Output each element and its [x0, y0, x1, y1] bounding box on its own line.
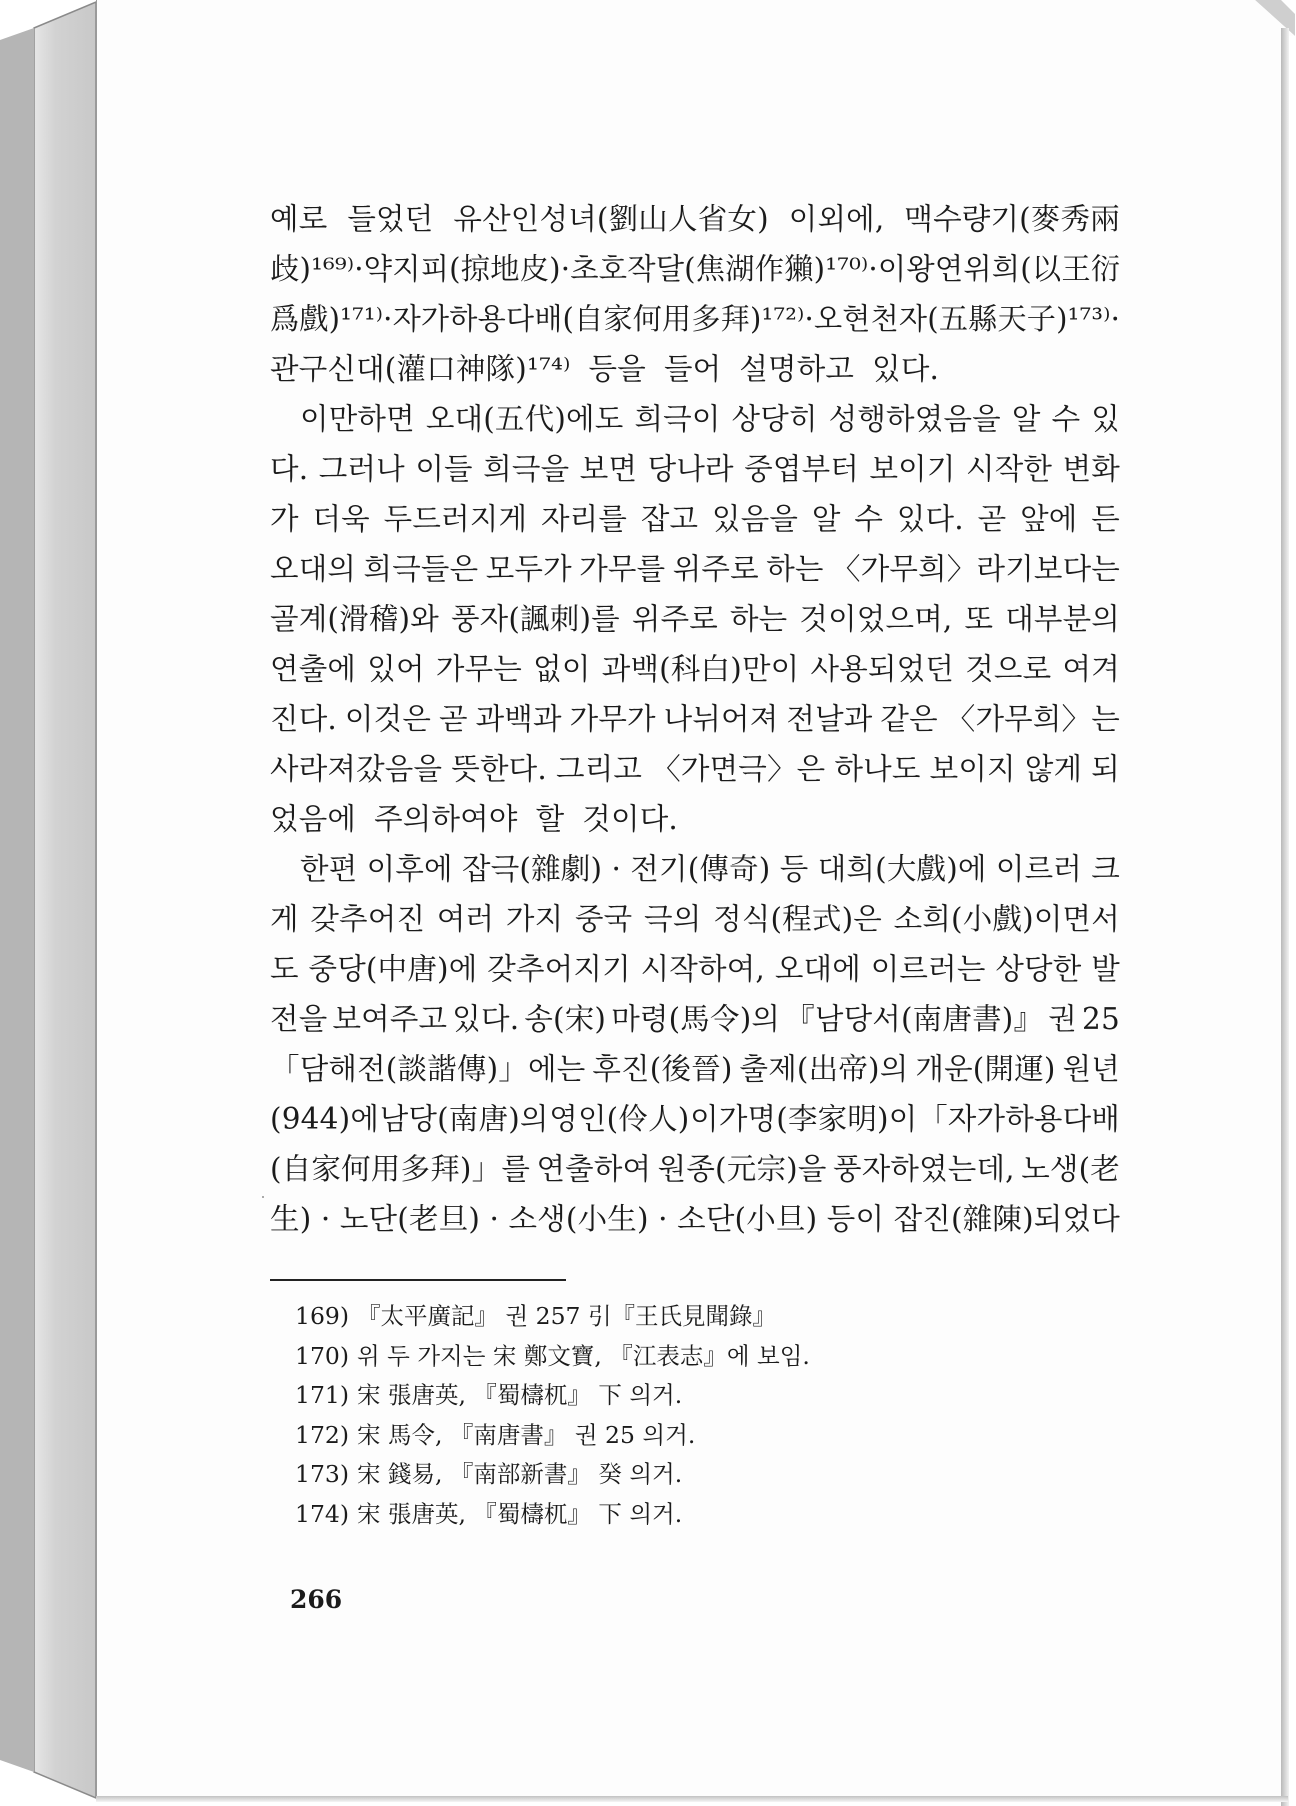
word: 관구신대(灌口神隊)¹⁷⁴⁾: [270, 352, 571, 386]
word: 곧: [977, 502, 1007, 536]
word: 사용되었던: [810, 652, 955, 686]
footnote-number: 171): [295, 1381, 350, 1409]
word: 전날과: [786, 702, 873, 736]
footnote-number: 174): [295, 1499, 350, 1528]
text-line: [270, 1144, 1120, 1194]
word: ·: [489, 1202, 500, 1236]
word: 가: [270, 502, 299, 536]
word: 있: [1091, 402, 1120, 436]
word: ·: [611, 852, 622, 886]
word: 〈가면극〉은: [651, 752, 826, 786]
word: 하는: [766, 552, 824, 586]
word: 위주로: [631, 602, 718, 636]
word: 보면: [579, 452, 638, 486]
page-shadow-right: [1281, 28, 1289, 1806]
text-line: [270, 344, 1120, 394]
footnote-number: 172): [295, 1420, 350, 1449]
text-line: [270, 744, 1120, 794]
word: 있다.: [452, 1002, 520, 1036]
page-shadow-bottom: [96, 1796, 1288, 1802]
word: 보이지: [929, 752, 1016, 786]
footnote-number: 169): [295, 1302, 350, 1330]
word: 오대(五代)에도: [425, 402, 624, 436]
text-line: [270, 1044, 1120, 1094]
word: 소희(小戲)이면서: [893, 902, 1120, 936]
word: 것으로: [965, 652, 1052, 686]
word: 가무를: [579, 552, 666, 586]
word: 정식(程式)은: [713, 902, 882, 936]
word: 유산인성녀(劉山人省女): [453, 202, 769, 236]
word: 오대에: [774, 952, 861, 986]
word: 송(宋): [524, 1002, 607, 1036]
word: 그러나: [318, 452, 405, 486]
word: 출제(出帝)의: [739, 1052, 909, 1086]
word: 등을: [588, 352, 646, 386]
footnote-text: 宋 張唐英, 『蜀檮杌』 下 의거.: [357, 1381, 683, 1409]
word: 게: [270, 902, 299, 936]
word: 오대의: [270, 552, 357, 586]
word: 〈가무희〉라기보다는: [831, 552, 1120, 586]
word: 풍자하였는데,: [833, 1152, 1015, 1186]
footnote: [295, 1455, 1095, 1495]
text-line: [270, 194, 1120, 244]
word: 앞에: [1020, 502, 1078, 536]
word: 전을: [270, 1002, 328, 1036]
word: 이르러: [995, 852, 1082, 886]
word: 사라져갔음을: [270, 752, 443, 786]
word: 희극을: [483, 452, 570, 486]
word: ·: [868, 252, 878, 286]
word: 시작하여,: [640, 952, 765, 986]
word: 生): [270, 1202, 312, 1236]
word: 이가명(李家明)이: [690, 1102, 918, 1136]
word: 歧)¹⁶⁹⁾: [270, 252, 355, 286]
word: 예로: [270, 202, 328, 236]
word: 곧: [438, 702, 468, 736]
word: 과백(科白)만이: [601, 652, 800, 686]
word: (944)에: [270, 1102, 380, 1136]
word: 주의하여야: [374, 802, 518, 836]
footnote: [295, 1376, 1095, 1416]
word: 골계(滑稽)와: [270, 602, 439, 636]
footnote-text: 『太平廣記』 권 257 引『王氏見聞錄』: [357, 1302, 776, 1330]
word: 이르러는: [870, 952, 986, 986]
word: 극의: [644, 902, 702, 936]
word: 중당(中唐)에: [308, 952, 478, 986]
word: 한편: [300, 852, 358, 886]
footnotes: [295, 1297, 1095, 1534]
word: ·: [1110, 302, 1121, 336]
word: 권: [1048, 1002, 1077, 1036]
word: 또: [964, 602, 994, 636]
page-corner-fold: [1255, 0, 1295, 36]
word: 하나도: [834, 752, 921, 786]
text-line: [270, 394, 1120, 444]
word: 「자가하용다배: [918, 1102, 1120, 1136]
word: 이왕연위희: [877, 252, 1021, 286]
word: 같은: [880, 702, 938, 736]
word: 들어: [663, 352, 722, 386]
word: 들었던: [347, 202, 434, 236]
word: 후진(後晉): [592, 1052, 733, 1086]
word: 었음에: [270, 802, 357, 836]
word: 가무가: [569, 702, 656, 736]
word: 중국: [574, 902, 633, 936]
word: 『남당서(南唐書)』: [785, 1002, 1044, 1036]
word: 소생(小生): [508, 1202, 649, 1236]
footnote: [295, 1297, 1095, 1337]
word: 있다.: [872, 352, 940, 386]
word: 설명하고: [739, 352, 855, 386]
word: 성행하였음을: [828, 402, 1001, 436]
word: (掠地皮): [449, 252, 561, 286]
word: 없이: [533, 652, 591, 686]
word: 잡고: [640, 502, 699, 536]
word: 등: [779, 852, 809, 886]
word: 이들: [415, 452, 473, 486]
text-line: [270, 694, 1120, 744]
word: 나뉘어져: [663, 702, 779, 736]
scan-speck: [262, 1196, 264, 1198]
word: 않게: [1024, 752, 1083, 786]
word: 위주로: [672, 552, 759, 586]
word: 이외에,: [788, 202, 885, 236]
word: 알: [1011, 402, 1041, 436]
word: 희극이: [634, 402, 721, 436]
word: 다.: [270, 452, 309, 486]
word: 이후에: [366, 852, 453, 886]
word: 남당(南唐)의: [379, 1102, 549, 1136]
word: 여러: [436, 902, 495, 936]
word: 전기(傳奇): [630, 852, 771, 886]
text-line: [270, 494, 1120, 544]
word: ·: [320, 1202, 331, 1236]
word: 크: [1091, 852, 1120, 886]
word: 상당한: [995, 952, 1082, 986]
word: 모두가: [485, 552, 572, 586]
word: 것이다.: [582, 802, 678, 836]
word: 영인(伶人): [549, 1102, 690, 1136]
text-line: [270, 444, 1120, 494]
word: 풍자(諷刺)를: [450, 602, 620, 636]
word: 연출하여: [536, 1152, 652, 1186]
text-line: [270, 994, 1120, 1044]
word: 시작한: [966, 452, 1053, 486]
word: 과백과: [475, 702, 562, 736]
word: ·: [383, 302, 393, 336]
word: 노단(老旦): [339, 1202, 481, 1236]
text-line: [270, 594, 1120, 644]
footnote-text: 위 두 가지는 宋 鄭文寶, 『江表志』에 보임.: [357, 1341, 810, 1370]
word: 하는: [729, 602, 788, 636]
footnote-text: 宋 錢易, 『南部新書』 癸 의거.: [357, 1460, 683, 1488]
word: 갖추어지기: [487, 952, 631, 986]
word: 당나라: [647, 452, 734, 486]
word: 보여주고: [332, 1002, 448, 1036]
word: 더욱: [312, 502, 370, 536]
word: 중엽부터: [744, 452, 859, 486]
text-line: [270, 1194, 1120, 1244]
word: 자리를: [540, 502, 628, 536]
word: ·: [354, 252, 364, 286]
word: 가무는: [435, 652, 522, 686]
text-line: [270, 1094, 1120, 1144]
word: 뜻한다.: [451, 752, 547, 786]
footnote-number: 170): [295, 1341, 350, 1370]
word: 잡진(雜陳)되었다: [893, 1202, 1120, 1236]
page-number: 266: [290, 1585, 343, 1614]
word: 그리고: [556, 752, 643, 786]
text-line: [270, 644, 1120, 694]
word: 마령(馬令)의: [611, 1002, 781, 1036]
word: 두드러지게: [383, 502, 528, 536]
word: 발: [1091, 952, 1120, 986]
word: 변화: [1062, 452, 1120, 486]
word: 보이기: [869, 452, 956, 486]
word: 할: [535, 802, 565, 836]
text-line: [270, 794, 1120, 844]
text-line: [270, 944, 1120, 994]
word: 맥수량기(麥秀兩: [904, 202, 1120, 236]
word: 이것은: [344, 702, 432, 736]
footnote-number: 173): [295, 1460, 350, 1488]
word: 이만하면: [300, 402, 415, 436]
text-line: [270, 544, 1120, 594]
word: 약지피: [363, 252, 450, 286]
word: 여겨: [1062, 652, 1120, 686]
word: 〈가무희〉는: [945, 702, 1120, 736]
word: ·: [804, 302, 814, 336]
word: 갖추어진: [310, 902, 426, 936]
word: 알: [811, 502, 841, 536]
footnote: [295, 1495, 1095, 1535]
word: ·: [658, 1202, 668, 1236]
word: 가지: [505, 902, 564, 936]
word: 대희(大戲)에: [817, 852, 987, 886]
word: 「담해전(談諧傳)」에는: [270, 1052, 586, 1086]
word: 연출에: [270, 652, 357, 686]
word: 자가하용다배(自家何用多拜)¹⁷²⁾: [392, 302, 805, 336]
footnote: [295, 1337, 1095, 1377]
word: 진다.: [270, 702, 337, 736]
text-line: [270, 894, 1120, 944]
word: 도: [270, 952, 299, 986]
word: 노생(老: [1021, 1152, 1120, 1186]
footnote-text: 宋 馬令, 『南唐書』 권 25 의거.: [357, 1420, 696, 1449]
word: (自家何用多拜)」를: [270, 1152, 531, 1186]
word: 등이: [826, 1202, 885, 1236]
word: 수: [854, 502, 884, 536]
text-line: [270, 844, 1120, 894]
body-text: [270, 194, 1120, 1244]
word: 희극들은: [363, 552, 479, 586]
word: ·: [560, 252, 571, 286]
word: 초호작달(焦湖作獺)¹⁷⁰⁾: [570, 252, 869, 286]
word: 소단(小旦): [677, 1202, 818, 1236]
word: 것이었으며,: [799, 602, 953, 636]
word: 있음을: [712, 502, 799, 536]
word: 잡극(雜劇): [462, 852, 603, 886]
word: 爲戲)¹⁷¹⁾: [270, 302, 384, 336]
text-line: [270, 294, 1120, 344]
word: 수: [1051, 402, 1081, 436]
word: 원종(元宗)을: [657, 1152, 827, 1186]
footnote-separator: [270, 1279, 566, 1281]
word: 상당히: [731, 402, 818, 436]
word: 원년: [1062, 1052, 1120, 1086]
word: 있어: [367, 652, 425, 686]
book-spine-edge: [0, 0, 100, 1806]
word: 되: [1091, 752, 1120, 786]
footnote-text: 宋 張唐英, 『蜀檮杌』 下 의거.: [357, 1499, 683, 1528]
word: (以王衍: [1020, 252, 1121, 286]
word: 25: [1081, 1002, 1120, 1036]
word: 개운(開運): [915, 1052, 1056, 1086]
word: 오현천자(五縣天子)¹⁷³⁾: [813, 302, 1111, 336]
word: 대부분의: [1005, 602, 1120, 636]
text-line: [270, 244, 1120, 294]
word: 있다.: [896, 502, 964, 536]
footnote: [295, 1416, 1095, 1456]
word: 든: [1091, 502, 1120, 536]
